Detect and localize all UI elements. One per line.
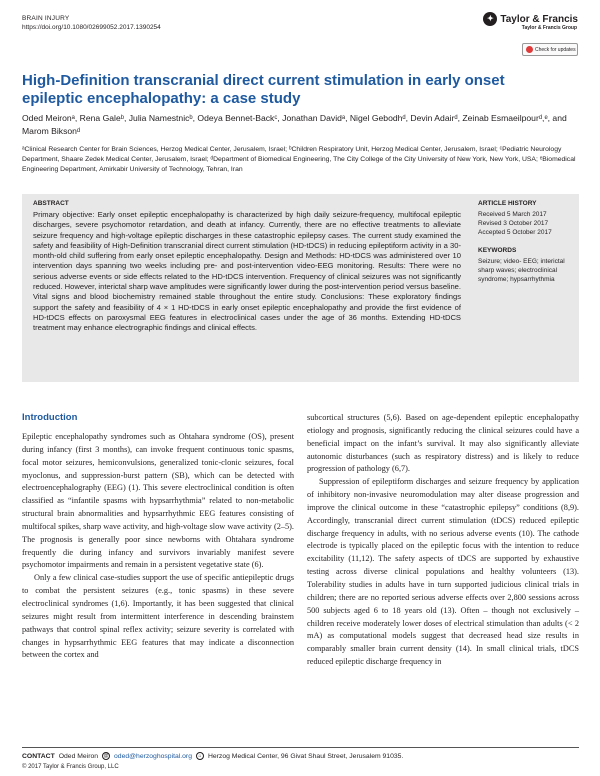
received-date: Received 5 March 2017 — [478, 211, 547, 218]
footer-divider — [22, 747, 579, 748]
contact-label: CONTACT — [22, 752, 55, 760]
publisher-emblem-icon: ✦ — [483, 12, 497, 26]
author-list: Oded Meironᵃ, Rena Galeᵇ, Julia Namestnicᵇ, Odeya Bennet-Backᶜ, Jonathan Davidᵃ, Nigel Gebodhᵈ, Devin Adairᵈ, Zeinab Esmaeilpourᵈ,ᵉ, and Marom Biksonᵈ — [22, 113, 567, 136]
publisher-logo — [483, 12, 578, 26]
paragraph: Only a few clinical case-studies support the use of specific antiepileptic drugs to combat the persistent seizures (e.g., tonic spasms) in these severe electroclinical syndromes (1,6). Importantly, it has been suggested that clinical seizures might result from intermittent interference in descending brainstem pathways that control spinal reflex activity; seizure severity is correlated with changes in hypsarrhythmic EEG features that may indicate a disconnection between the cortex and — [22, 573, 294, 660]
copyright: © 2017 Taylor & Francis Group, LLC — [22, 764, 119, 770]
section-heading-introduction: Introduction — [22, 412, 78, 423]
doi-link[interactable]: https://doi.org/10.1080/02699052.2017.1390254 — [22, 24, 161, 31]
contact-address: Herzog Medical Center, 96 Givat Shaul Street, Jerusalem 91035. — [207, 752, 404, 760]
publisher-sub: Taylor & Francis Group — [521, 25, 577, 31]
body-column-right — [307, 412, 579, 669]
location-icon: ⌂ — [196, 752, 204, 760]
keywords-list: Seizure; video- EEG; interictal sharp waves; electroclinical syndrome; hypsarrhythmia — [478, 258, 565, 283]
revised-date: Revised 3 October 2017 — [478, 220, 549, 227]
check-updates-button[interactable] — [522, 43, 578, 56]
email-icon: @ — [103, 753, 109, 759]
paragraph: subcortical structures (5,6). Based on age-dependent epileptic encephalopathy etiology and prognosis, significantly reducing the clinical seizures could have a beneficial impact on the infant’s survival. It may also significantly alleviate autonomic disturbances (such as respiratory distress) and is likely to reduce progression of pathology (6,7). — [307, 413, 579, 474]
affiliations: ᵃClinical Research Center for Brain Sciences, Herzog Medical Center, Jerusalem, Israel; ᵇChildren Respiratory Unit, Herzog Medical Center, Jerusalem, Israel; ᶜPediatric Neurology Department, Shaare Zedek Medical Center, Jerusalem, Israel; ᵈDepartment of Biomedical Engineering, The City College of the City University of New York, New York, USA; ᵉBiomedical Engineering Department, Amirkabir University of Technology, Tehran, Iran — [22, 146, 576, 173]
article-title: High-Definition transcranial direct current stimulation in early onset epileptic encephalopathy: a case study — [22, 72, 505, 107]
paragraph: Epileptic encephalopathy syndromes such as Ohtahara syndrome (OS), present during infancy (first 3 months), can invoke frequent continuous tonic spasms, focal motor seizures, hemiconvulsions, generalized tonic-clonic seizures, focal myoclonus, and suppression-burst pattern (SB), which can be detected with electroencephalography (EEG) (1). This severe electroclinical condition is often classified as “infantile spasms with hypsarrhythmia” related to non-metabolic structural brain abnormalities and hypsarrhythmic EEG features consisting of multifocal spikes, sharp wave activity, and high-voltage slow wave activity (2–5). The prognosis is generally poor since newborns with Ohtahara syndrome frequently die during infancy and survivors invariably manifest severe psychomotor impairments and remain in a persistent vegetative state (6). — [22, 432, 294, 570]
keywords-heading: KEYWORDS — [478, 247, 517, 254]
abstract-text: Primary objective: Early onset epileptic encephalopathy is characterized by high daily seizure-frequency, multifocal epileptic discharges, severe psychomotor retardation, and death at infancy. Currently, there are no effective treatments to alleviate seizure frequency and high-voltage epileptic discharges in these catastrophic epilepsy cases. The current study examined the safety and feasibility of High-Definition transcranial direct current stimulation (HD-tDCS) in reducing epileptiform activity in a 30-month-old child suffering from early onset epileptic encephalopathy. Design and Methods: HD-tDCS was administered over 10 intervention days spanning two weeks including pre- and post-intervention video-EEG monitoring. Results: There were no serious adverse events or side effects related to the HD-tDCS intervention. Frequency of clinical seizures was not significantly reduced. However, interictal sharp wave amplitudes were significantly lower during the post-intervention period versus baseline. Vital signs and blood biochemistry remained stable throughout the entire study. Conclusions: These exploratory findings support the safety and feasibility of 4 × 1 HD-tDCS in early onset epileptic encephalopathy and provide the first evidence of HD-tDCS effects on paroxysmal EEG features in electroclinical cases under the age of 36 months. Extending HD-tDCS treatment may enhance electrographic findings and clinical effects. — [33, 210, 462, 333]
check-updates-label: Check for updates — [535, 46, 576, 53]
contact-name: Oded Meiron — [58, 752, 99, 760]
publisher-name: Taylor & Francis — [500, 13, 578, 25]
accepted-date: Accepted 5 October 2017 — [478, 229, 552, 236]
paragraph: Suppression of epileptiform discharges and seizure frequency by application of inhibitory non-invasive neuromodulation may alter disease progression and improve the clinical outcome in these “catastrophic epilepsy” conditions (8,9). Accordingly, transcranial direct current stimulation (tDCS) reduced epileptic discharge frequency in adults, with no serious adverse events (10). The cathode electrode is typically placed on the epileptic focus with the intention to reduce excitability (11,12). The safety aspects of tDCS are supported by exhaustive testing across diverse clinical populations and healthy volunteers (13). Tolerability studies in adults have in turn supported judicious clinical trials in children; there are no reported serious adverse effects over 2,800 sessions across 500 subjects aged 6 to 18 years old (13). Often – though not exclusively – children receive moderately lower doses of electrical stimulation than adults (< 2 mA) as computational models suggest that decreased head size results in comparably smaller brain current density (14). In small clinical trials, tDCS reduced epileptic discharge frequency in — [307, 477, 579, 667]
update-badge-icon — [526, 46, 533, 53]
article-history-heading: ARTICLE HISTORY — [478, 200, 537, 207]
abstract-heading: ABSTRACT — [33, 200, 69, 207]
body-column-left — [22, 431, 294, 662]
contact-line — [22, 752, 403, 760]
contact-email[interactable]: oded@herzoghospital.org — [114, 752, 192, 760]
journal-name: BRAIN INJURY — [22, 15, 70, 22]
